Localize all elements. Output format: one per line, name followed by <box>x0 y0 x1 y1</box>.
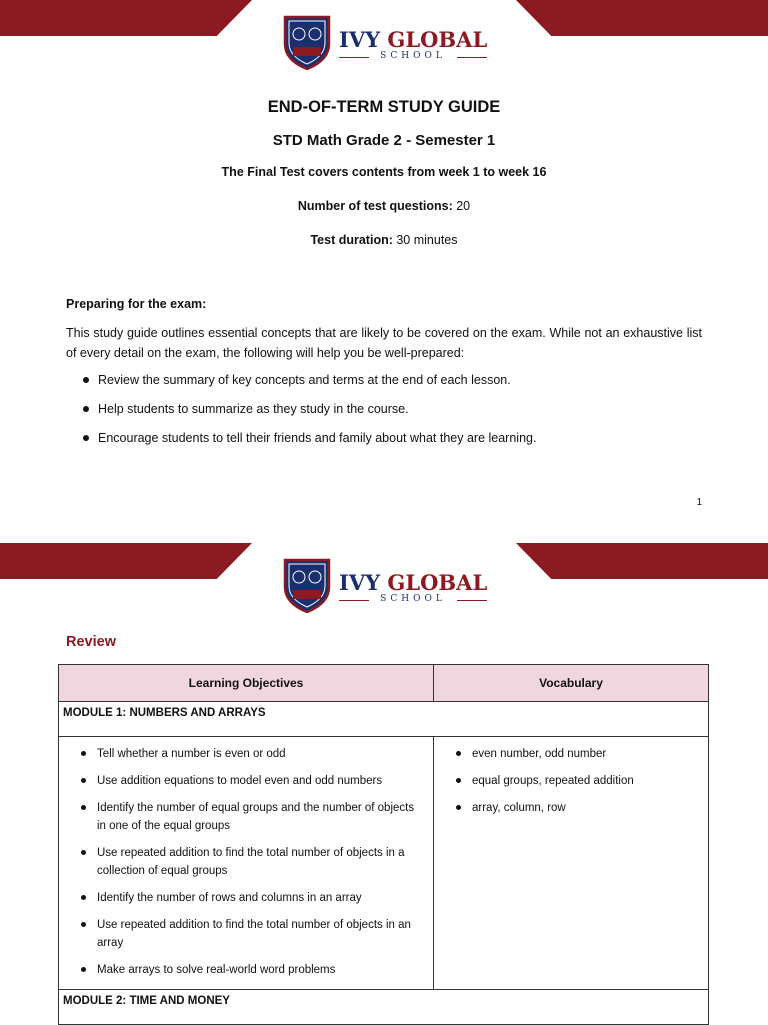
page-number: 1 <box>696 497 702 508</box>
list-item: Use addition equations to model even and odd numbers <box>60 772 432 790</box>
vocabulary-list <box>435 745 707 817</box>
list-item: Identify the number of rows and columns in an array <box>60 889 432 907</box>
list-item: Use repeated addition to find the total number of objects in an array <box>60 916 432 952</box>
table-row <box>59 702 709 737</box>
list-item: Help students to summarize as they study in the course. <box>66 399 702 428</box>
list-item: Use repeated addition to find the total number of objects in a collection of equal groups <box>60 844 432 880</box>
column-header: Vocabulary <box>434 665 709 702</box>
question-count: Number of test questions: 20 <box>297 199 471 213</box>
objectives-cell <box>59 737 434 990</box>
page-2 <box>0 543 768 1024</box>
list-item: Identify the number of equal groups and the number of objects in one of the equal groups <box>60 799 432 835</box>
list-item: array, column, row <box>435 799 707 817</box>
guide-title: END-OF-TERM STUDY GUIDE <box>267 98 501 116</box>
list-item: equal groups, repeated addition <box>435 772 707 790</box>
logo-sub: SCHOOL <box>339 594 487 604</box>
shield-emblem-icon <box>281 14 333 70</box>
review-table <box>58 664 709 1025</box>
logo-name: IVY GLOBAL <box>339 570 488 595</box>
logo-sub: SCHOOL <box>339 51 487 61</box>
test-duration: Test duration: 30 minutes <box>310 233 458 247</box>
vocabulary-cell <box>434 737 709 990</box>
table-header-row <box>59 665 709 702</box>
page-gap <box>0 520 768 543</box>
list-item: Make arrays to solve real-world word problems <box>60 961 432 979</box>
review-heading: Review <box>66 634 116 650</box>
column-header: Learning Objectives <box>59 665 434 702</box>
shield-emblem-icon <box>281 557 333 613</box>
list-item: even number, odd number <box>435 745 707 763</box>
table-row <box>59 990 709 1025</box>
module-title: MODULE 1: NUMBERS AND ARRAYS <box>59 702 709 737</box>
school-logo <box>281 14 491 70</box>
list-item: Encourage students to tell their friends and family about what they are learning. <box>66 428 702 457</box>
prep-paragraph: This study guide outlines essential concepts that are likely to be covered on the exam. While not an exhaustive list of every detail on the exam, the following will help you be well-prepared: <box>66 326 702 360</box>
logo-name: IVY GLOBAL <box>339 27 488 52</box>
header-band-left <box>0 0 252 36</box>
coverage-text: The Final Test covers contents from week 1 to week 16 <box>221 165 547 179</box>
header-band-right <box>516 0 768 36</box>
guide-subtitle: STD Math Grade 2 - Semester 1 <box>272 132 496 149</box>
prep-heading: Preparing for the exam: <box>66 297 207 311</box>
objectives-list <box>60 745 432 979</box>
header-band-right <box>516 543 768 579</box>
header-band-left <box>0 543 252 579</box>
school-logo <box>281 557 491 613</box>
list-item: Tell whether a number is even or odd <box>60 745 432 763</box>
module-title: MODULE 2: TIME AND MONEY <box>59 990 709 1025</box>
list-item: Review the summary of key concepts and terms at the end of each lesson. <box>66 370 702 399</box>
prep-bullet-list <box>66 370 702 457</box>
table-row <box>59 737 709 990</box>
